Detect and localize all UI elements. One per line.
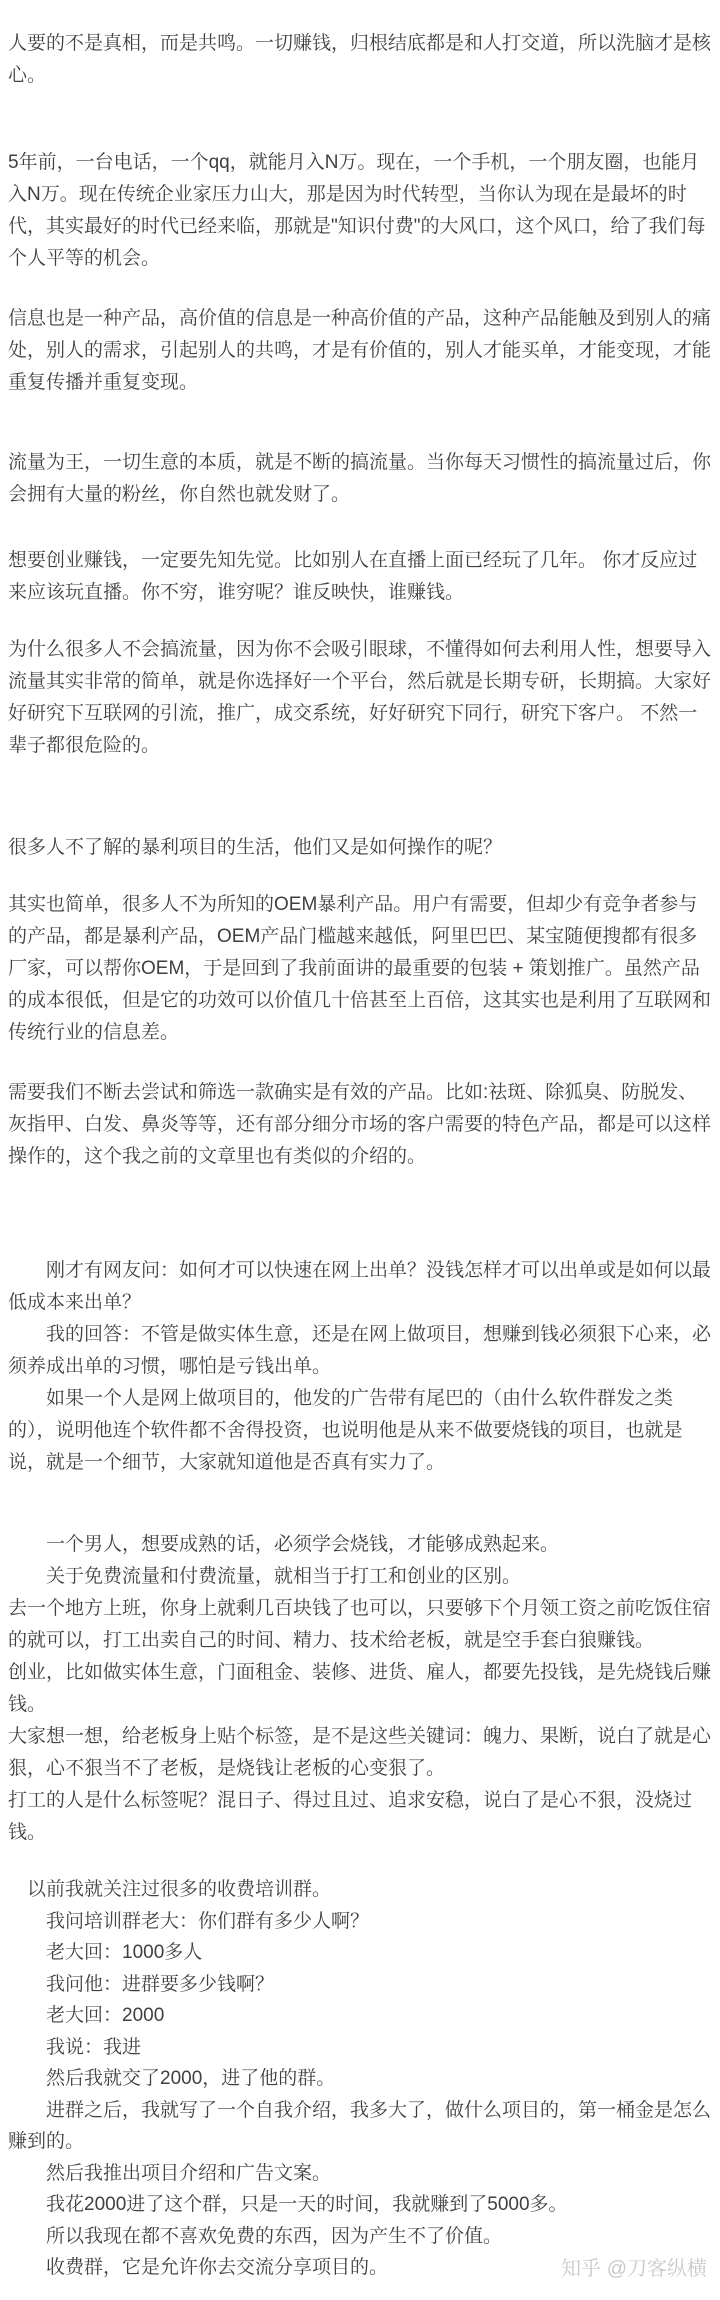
dialogue-line-reply-1000: 老大回：1000多人 bbox=[46, 1942, 203, 1963]
paragraph-profit-project: 很多人不了解的暴利项目的生活，他们又是如何操作的呢？ bbox=[8, 837, 503, 858]
paragraph-info-product: 信息也是一种产品，高价值的信息是一种高价值的产品，这种产品能触及到别人的痛处，别人的需求，引起别人的共鸣，才是有价值的，别人才能买单，才能变现，才能重复传播并重复变现。 bbox=[8, 308, 712, 393]
dialogue-line-launch-ad: 然后我推出项目介绍和广告文案。 bbox=[46, 2162, 332, 2184]
paragraph-first-mover: 想要创业赚钱，一定要先知先觉。比如别人在直播上面已经玩了几年。 你才反应过 来应该玩直播。你不穷，谁穷呢？谁反映快，谁赚钱。 bbox=[8, 550, 698, 603]
paragraph-mature-man: 一个男人，想要成熟的话，必须学会烧钱，才能够成熟起来。 bbox=[46, 1534, 560, 1555]
dialogue-line-self-intro: 进群之后，我就写了一个自我介绍，我多大了，做什么项目的，第一桶金是怎么赚到的。 bbox=[8, 2099, 712, 2152]
zhihu-watermark: 知乎 @刀客纵横 bbox=[561, 2258, 707, 2280]
paragraph-product-select: 需要我们不断去尝试和筛选一款确实是有效的产品。比如:祛斑、除狐臭、防脱发、灰指甲、白发、鼻炎等等，还有部分细分市场的客户需要的特色产品，都是可以这样操作的，这个我之前的文章里也有类似的介绍的。 bbox=[8, 1082, 712, 1167]
dialogue-line-paid-2000: 然后我就交了2000，进了他的群。 bbox=[46, 2068, 336, 2089]
paragraph-free-vs-paid: 关于免费流量和付费流量，就相当于打工和创业的区别。 bbox=[46, 1566, 522, 1587]
dialogue-line-reply-2000: 老大回：2000 bbox=[46, 2005, 165, 2026]
dialogue-line-paid-group: 收费群，它是允许你去交流分享项目的。 bbox=[46, 2257, 389, 2278]
paragraph-why-no-traffic: 为什么很多人不会搞流量，因为你不会吸引眼球，不懂得如何去利用人性，想要导入流量其实非常的简单，就是你选择好一个平台，然后就是长期专研，长期搞。大家好好研究下互联网的引流，推广，成交系统，好好研究下同行，研究下客户。 不然一辈子都很危险的。 bbox=[8, 639, 712, 756]
dialogue-line-ask-members: 我问培训群老大：你们群有多少人啊？ bbox=[46, 1910, 370, 1932]
burn-money-section bbox=[8, 1529, 712, 1849]
paragraph-startup-cost: 创业，比如做实体生意，门面租金、装修、进货、雇人，都要先投钱，是先烧钱后赚钱。 bbox=[8, 1662, 712, 1715]
dialogue-line-followed-groups: 以前我就关注过很多的收费培训群。 bbox=[27, 1879, 332, 1900]
qa-section bbox=[8, 1255, 712, 1479]
paragraph-traffic-king: 流量为王，一切生意的本质，就是不断的搞流量。当你每天习惯性的搞流量过后，你会拥有大量的粉丝，你自然也就发财了。 bbox=[8, 452, 712, 505]
dialogue-line-i-join: 我说：我进 bbox=[46, 2036, 142, 2058]
dialogue-line-earned-5000: 我花2000进了这个群，只是一天的时间，我就赚到了5000多。 bbox=[46, 2194, 568, 2215]
paragraph-netizen-question: 刚才有网友问：如何才可以快速在网上出单？没钱怎样才可以出单或是如何以最低成本来出单？ bbox=[8, 1260, 712, 1313]
paragraph-resonance: 人要的不是真相，而是共鸣。一切赚钱，归根结底都是和人打交道，所以洗脑才是核心。 bbox=[8, 33, 712, 86]
paragraph-job-worker: 去一个地方上班，你身上就剩几百块钱了也可以，只要够下个月领工资之前吃饭住宿的就可以，打工出卖自己的时间、精力、技术给老板，就是空手套白狼赚钱。 bbox=[8, 1598, 712, 1651]
paragraph-my-answer: 我的回答：不管是做实体生意，还是在网上做项目，想赚到钱必须狠下心来，必须养成出单的习惯，哪怕是亏钱出单。 bbox=[8, 1324, 712, 1377]
dialogue-line-ask-price: 我问他：进群要多少钱啊？ bbox=[46, 1973, 275, 1995]
paragraph-ad-tail: 如果一个人是网上做项目的，他发的广告带有尾巴的（由什么软件群发之类的），说明他连个软件都不舍得投资，也说明他是从来不做要烧钱的项目，也就是说，就是一个细节，大家就知道他是否真有实力了。 bbox=[8, 1388, 683, 1473]
paragraph-boss-label: 大家想一想，给老板身上贴个标签，是不是这些关键词：魄力、果断，说白了就是心狠，心不狠当不了老板，是烧钱让老板的心变狠了。 bbox=[8, 1726, 712, 1779]
dialogue-line-dislike-free: 所以我现在都不喜欢免费的东西，因为产生不了价值。 bbox=[46, 2225, 503, 2247]
paragraph-worker-label: 打工的人是什么标签呢？混日子、得过且过、追求安稳，说白了是心不狠，没烧过钱。 bbox=[8, 1790, 693, 1843]
training-group-dialogue bbox=[8, 1874, 712, 2284]
paragraph-knowledge-pay: 5年前，一台电话，一个qq，就能月入N万。现在，一个手机，一个朋友圈，也能月入N万。现在传统企业家压力山大，那是因为时代转型，当你认为现在是最坏的时代，其实最好的时代已经来临，那就是"知识付费"的大风口，这个风口，给了我们每个人平等的机会。 bbox=[8, 152, 706, 269]
paragraph-oem: 其实也简单，很多人不为所知的OEM暴利产品。用户有需要，但却少有竞争者参与的产品，都是暴利产品，OEM产品门槛越来越低，阿里巴巴、某宝随便搜都有很多厂家，可以帮你OEM，于是回到了我前面讲的最重要的包装 + 策划推广。虽然产品的成本很低，但是它的功效可以价值几十倍甚至上百倍，这其实也是利用了互联网和传统行业的信息差。 bbox=[8, 894, 712, 1043]
